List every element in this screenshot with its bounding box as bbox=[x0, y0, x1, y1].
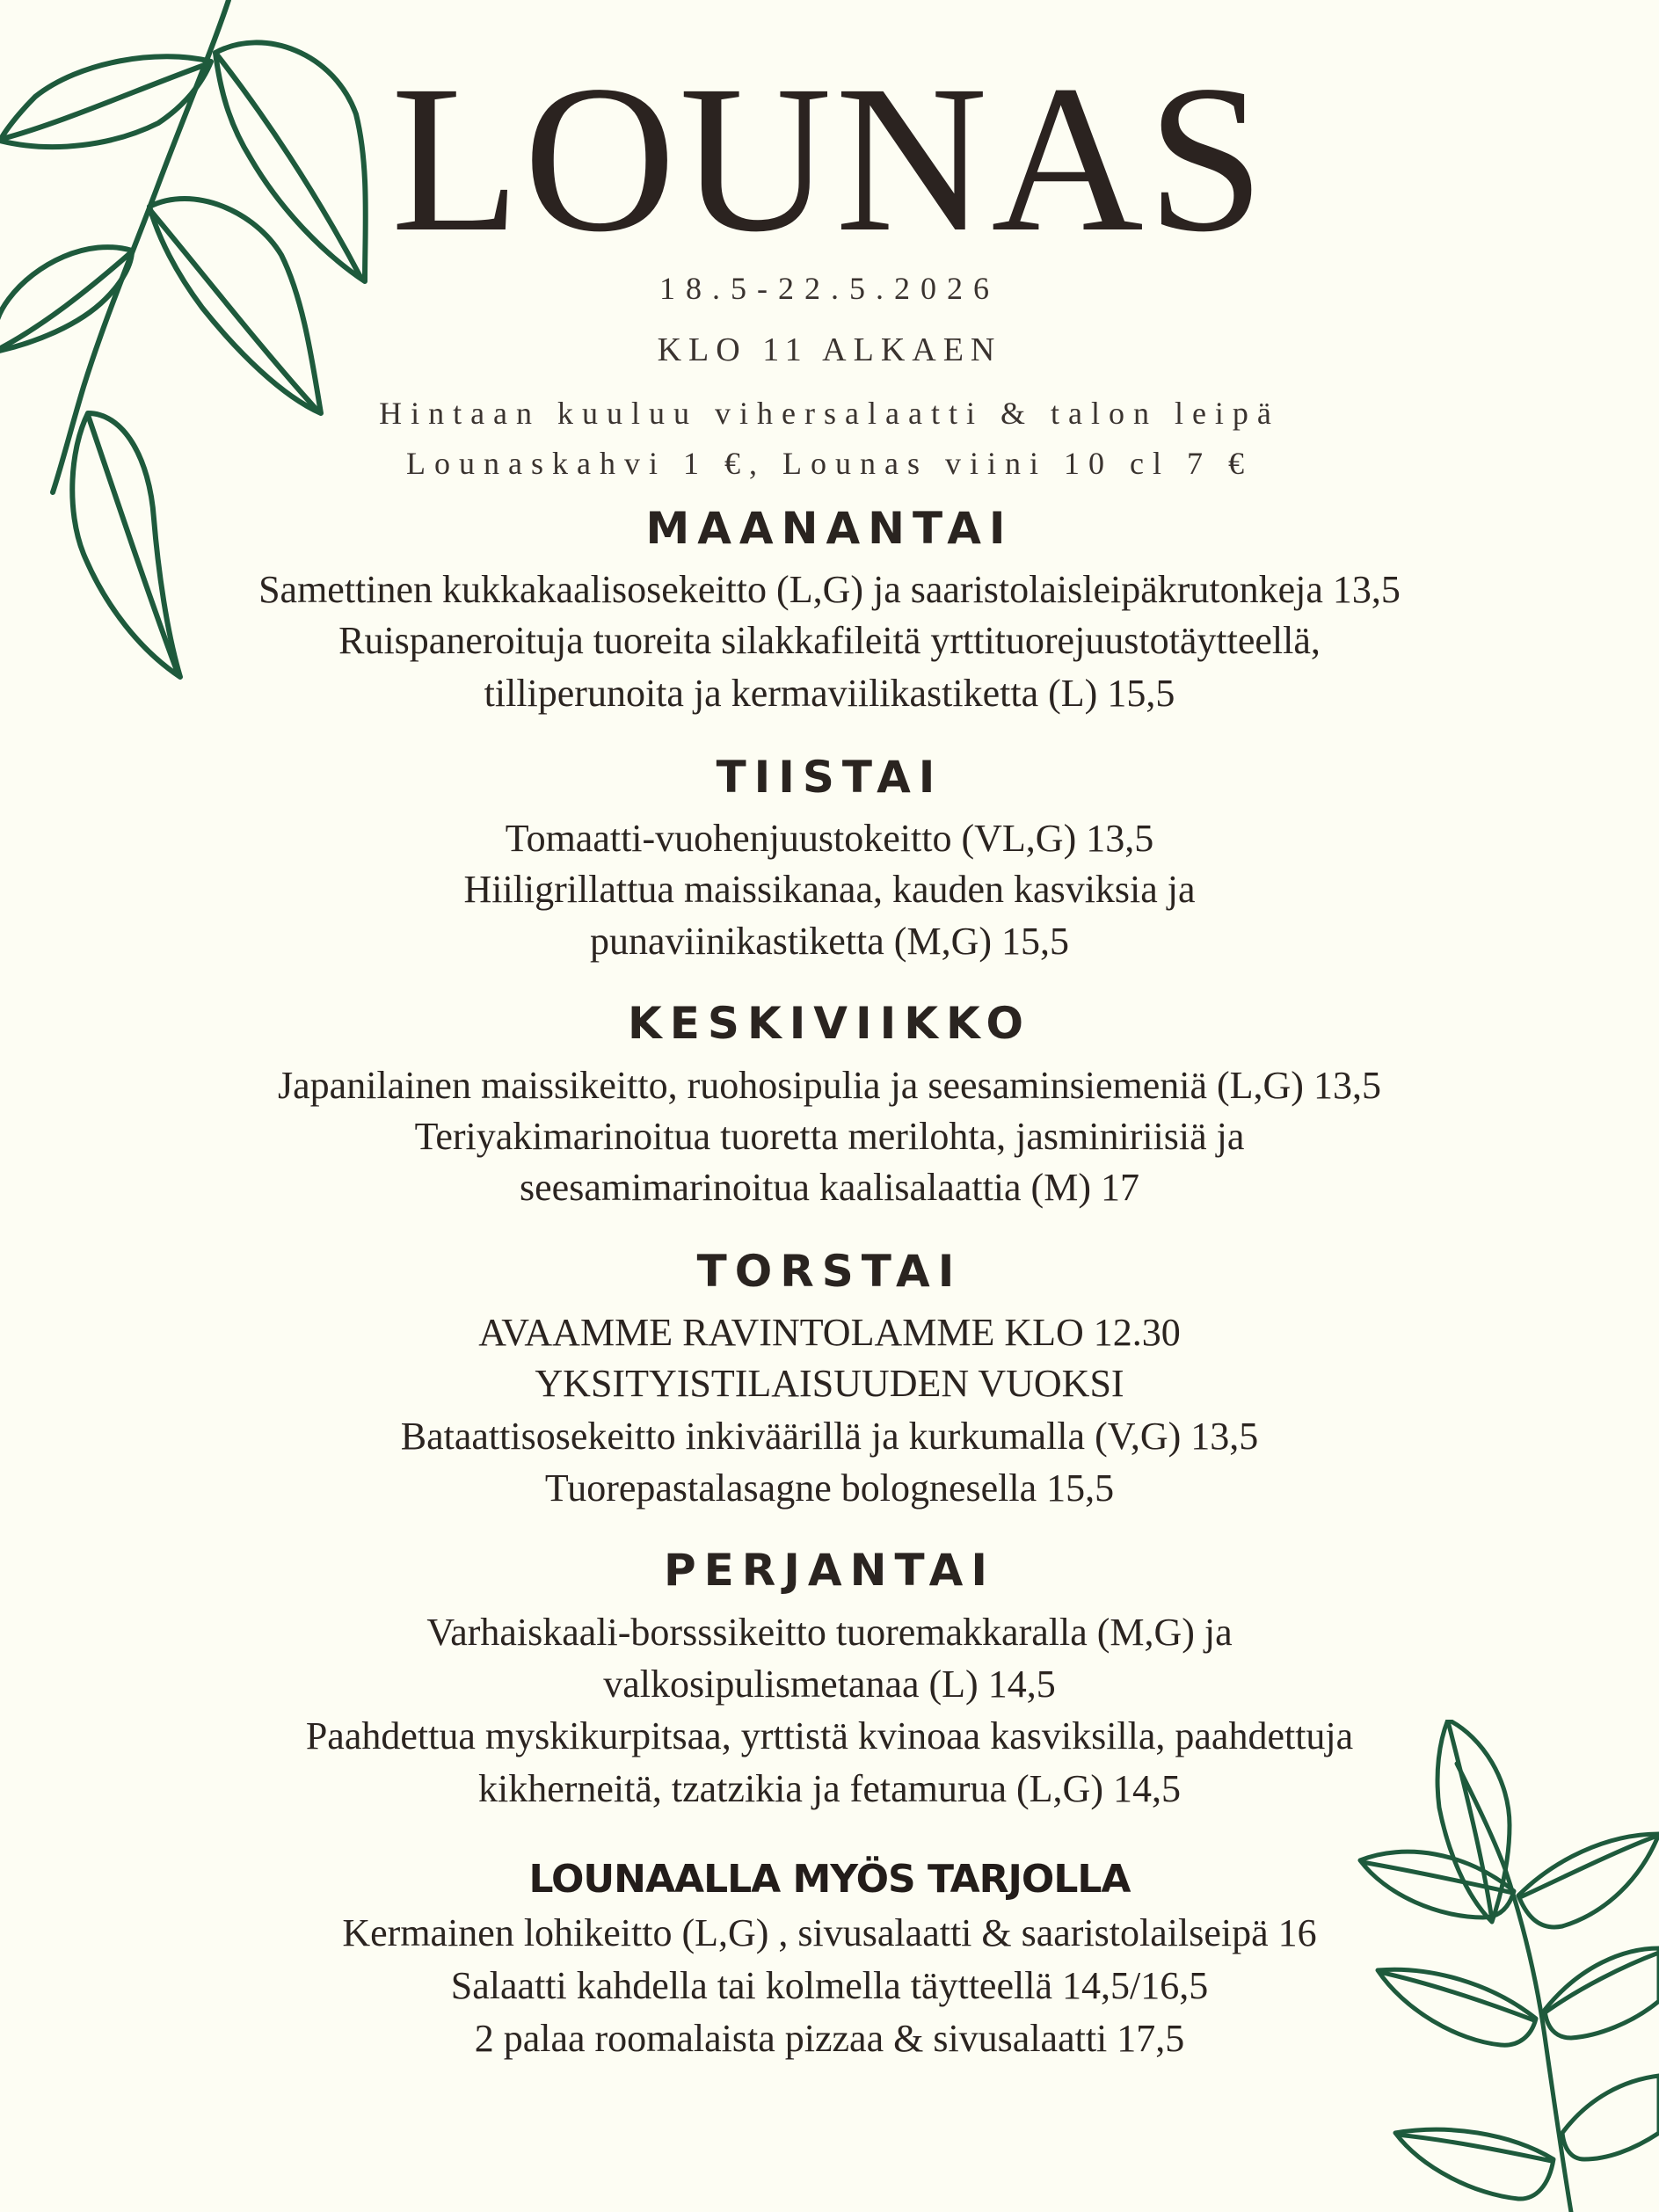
dish-line: Tomaatti-vuohenjuustokeitto (VL,G) 13,5 bbox=[505, 817, 1154, 860]
dish-line: Kermainen lohikeitto (L,G) , sivusalaatti & saaristolailseipä 16 bbox=[342, 1911, 1317, 1954]
dish-line: valkosipulismetanaa (L) 14,5 bbox=[603, 1663, 1056, 1706]
dish-line: Varhaiskaali-borsssikeitto tuoremakkaralla (M,G) ja bbox=[426, 1611, 1233, 1654]
date-range: 18.5-22.5.2026 bbox=[659, 271, 1000, 306]
day-heading-tiistai: TIISTAI bbox=[716, 752, 943, 803]
notice-line: YKSITYISTILAISUUDEN VUOKSI bbox=[535, 1362, 1124, 1405]
notice-line: AVAAMME RAVINTOLAMME KLO 12.30 bbox=[478, 1311, 1181, 1354]
day-heading-torstai: TORSTAI bbox=[696, 1246, 963, 1297]
dish-line: 2 palaa roomalaista pizzaa & sivusalaatti 17,5 bbox=[474, 2017, 1185, 2060]
day-heading-maanantai: MAANANTAI bbox=[645, 503, 1014, 554]
dish-line: Bataattisosekeitto inkiväärillä ja kurkumalla (V,G) 13,5 bbox=[400, 1415, 1259, 1458]
day-heading-perjantai: PERJANTAI bbox=[664, 1545, 995, 1596]
page-title: LOUNAS bbox=[390, 41, 1269, 275]
included-info: Hintaan kuuluu vihersalaatti & talon leipä bbox=[379, 396, 1280, 431]
dish-line: Hiiligrillattua maissikanaa, kauden kasviksia ja bbox=[463, 868, 1196, 911]
dish-line: Japanilainen maissikeitto, ruohosipulia ja seesaminsiemeniä (L,G) 13,5 bbox=[278, 1064, 1381, 1107]
dish-line: kikherneitä, tzatzikia ja fetamurua (L,G) 14,5 bbox=[478, 1767, 1181, 1810]
extras-info: Lounaskahvi 1 €, Lounas viini 10 cl 7 € bbox=[406, 446, 1253, 481]
day-heading-keskiviikko: KESKIVIIKKO bbox=[628, 998, 1031, 1049]
dish-line: Tuorepastalasagne bolognesella 15,5 bbox=[544, 1466, 1115, 1510]
dish-line: punaviinikastiketta (M,G) 15,5 bbox=[589, 920, 1069, 963]
dish-line: Salaatti kahdella tai kolmella täytteellä 14,5/16,5 bbox=[450, 1964, 1209, 2007]
dish-line: tilliperunoita ja kermaviilikastiketta (L) 15,5 bbox=[484, 672, 1175, 715]
dish-line: Ruispaneroituja tuoreita silakkafileitä yrttituorejuustotäytteellä, bbox=[338, 619, 1321, 662]
dish-line: Paahdettua myskikurpitsaa, yrttistä kvinoaa kasviksilla, paahdettuja bbox=[305, 1714, 1354, 1757]
opening-time: KLO 11 ALKAEN bbox=[657, 331, 1002, 368]
dish-line: Teriyakimarinoitua tuoretta merilohta, jasminiriisiä ja bbox=[414, 1115, 1245, 1158]
dish-line: seesamimarinoitua kaalisalaattia (M) 17 bbox=[520, 1166, 1139, 1209]
also-available-heading: LOUNAALLA MYÖS TARJOLLA bbox=[528, 1857, 1131, 1902]
dish-line: Samettinen kukkakaalisosekeitto (L,G) ja saaristolaisleipäkrutonkeja 13,5 bbox=[258, 568, 1401, 611]
